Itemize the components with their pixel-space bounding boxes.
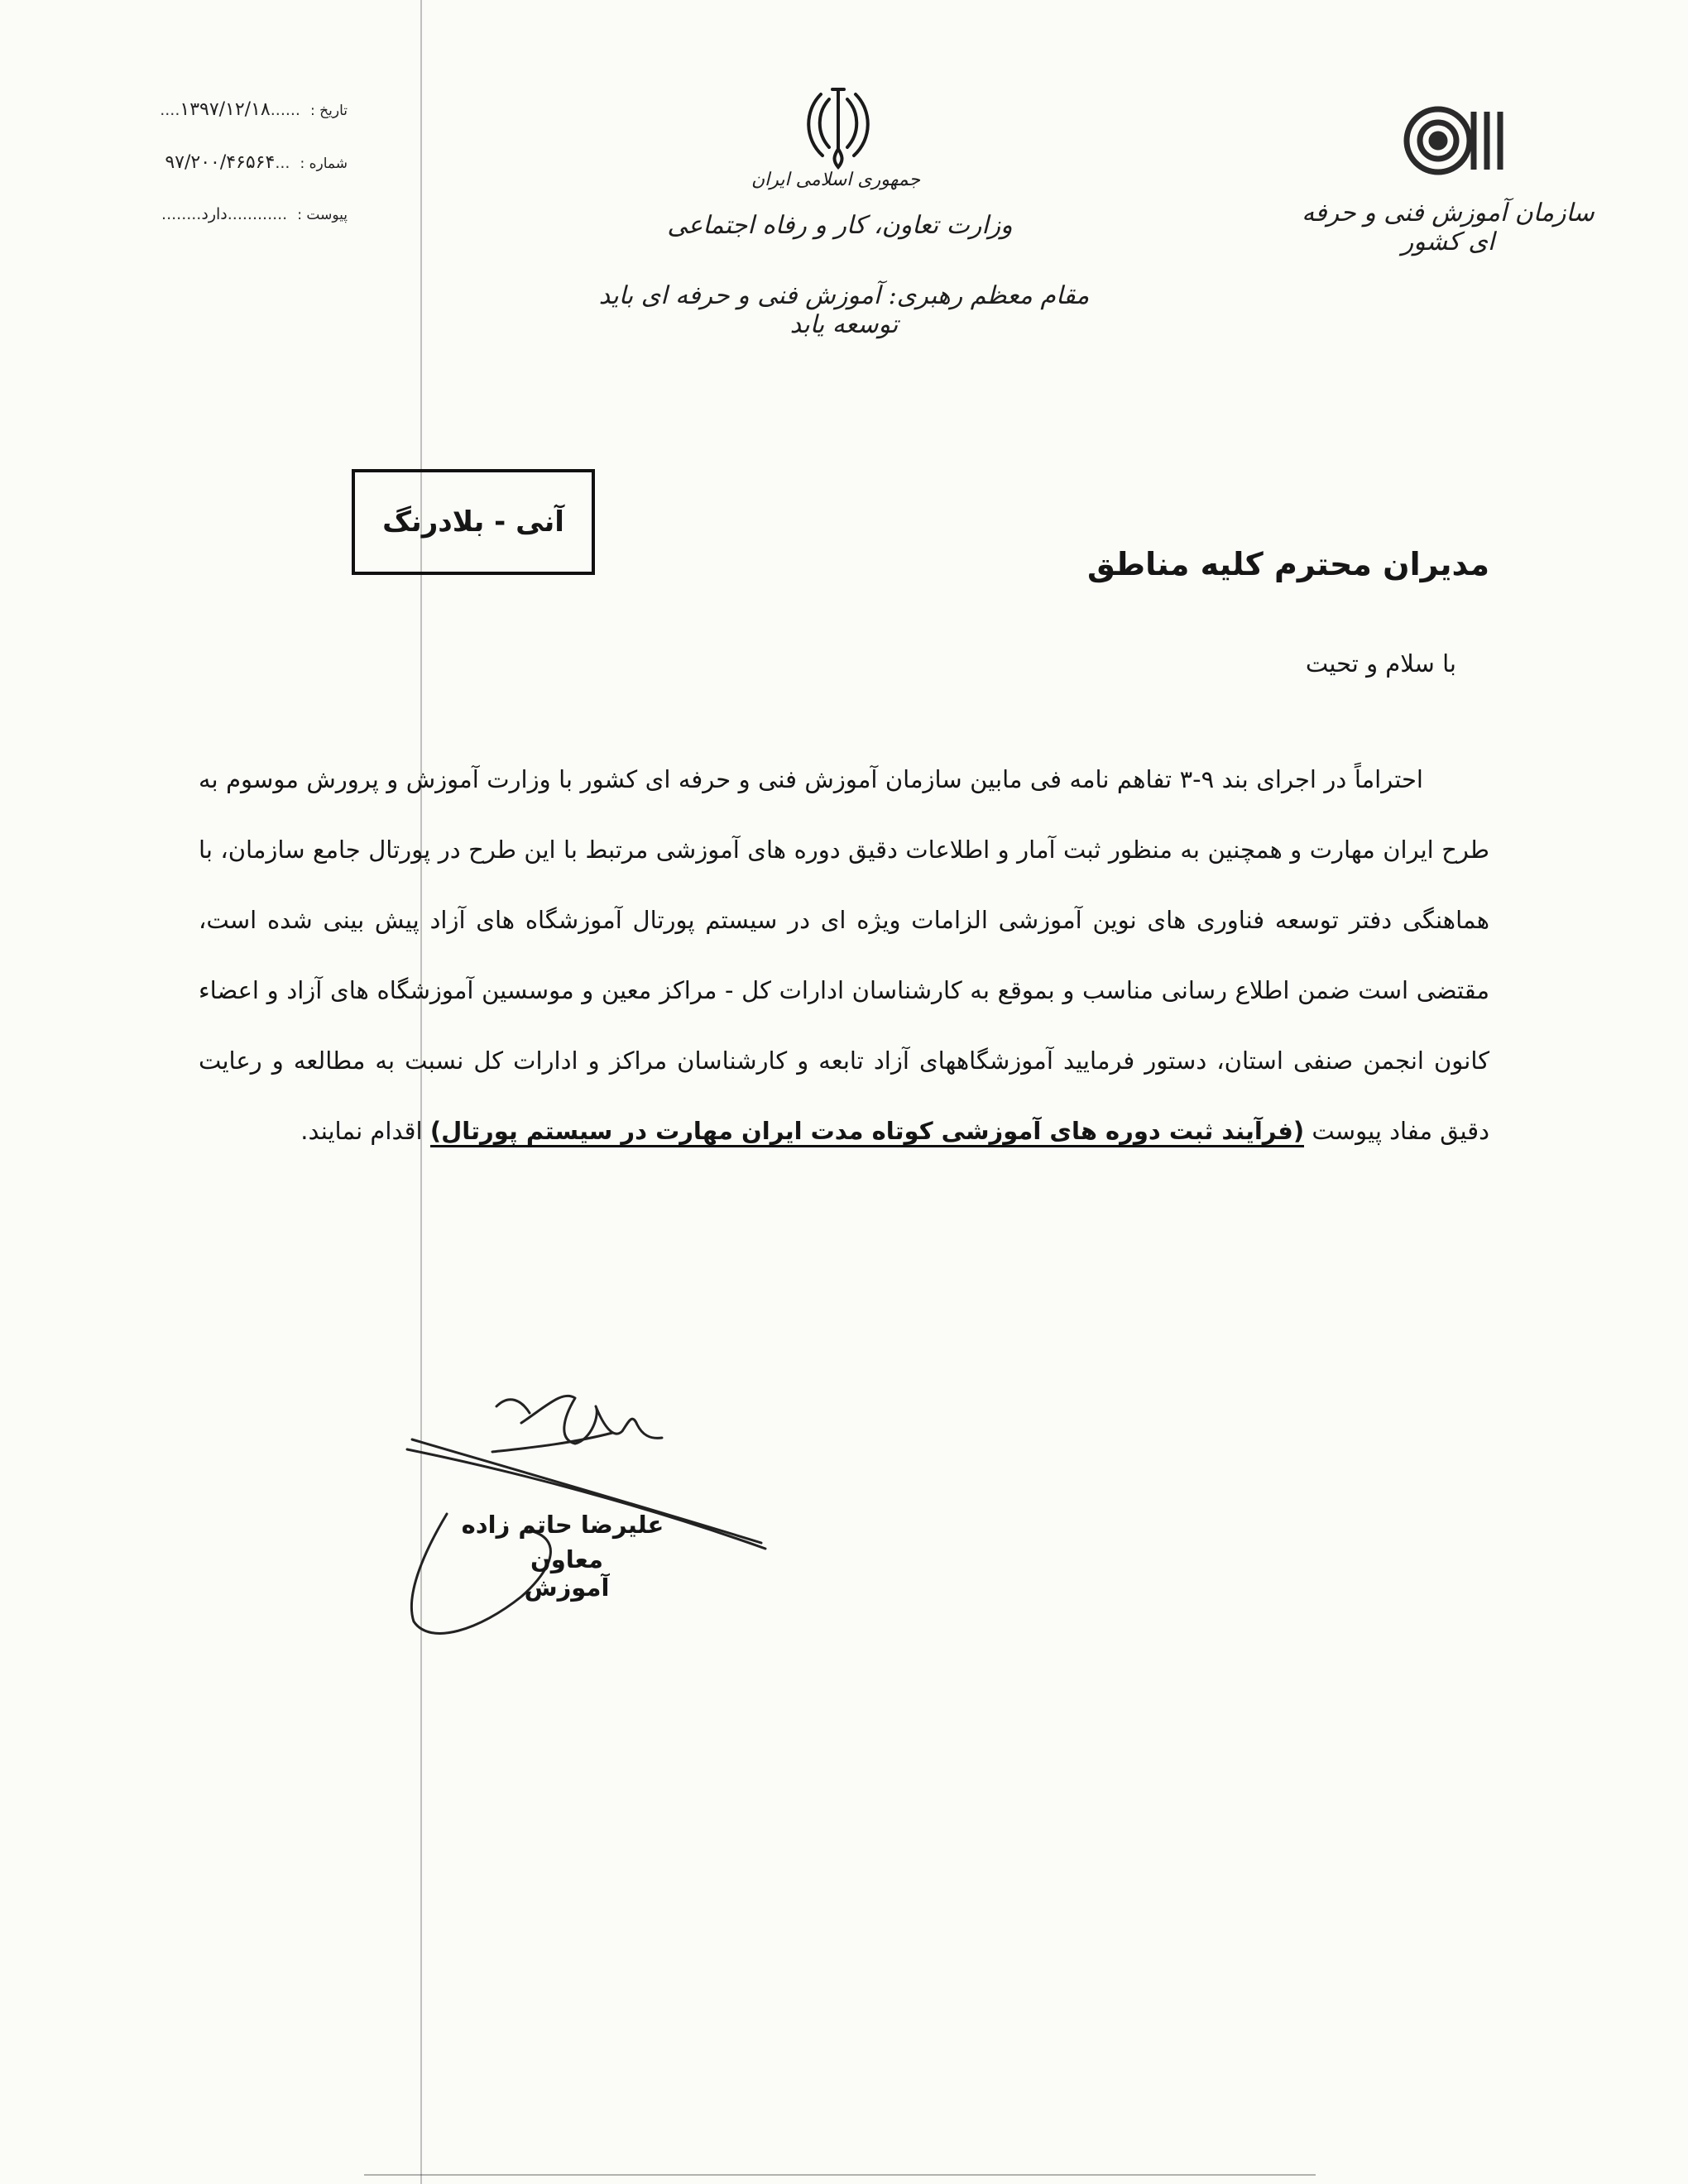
body-closing: اقدام نمایند. (300, 1117, 423, 1145)
recipient-heading: مدیران محترم کلیه مناطق (1087, 546, 1489, 582)
country-name: جمهوری اسلامی ایران (750, 170, 921, 190)
date-row: تاریخ : ......۱۳۹۷/۱۲/۱۸.... (160, 99, 348, 120)
date-value: ۱۳۹۷/۱۲/۱۸ (180, 99, 271, 120)
signatory-title: معاون آموزش (524, 1545, 610, 1602)
signatory-name: علیرضا حاتم زاده (461, 1511, 664, 1539)
number-label: شماره : (300, 156, 348, 172)
attachment-label: پیوست : (297, 207, 348, 223)
motto-text: مقام معظم رهبری: آموزش فنی و حرفه ای باید توسعه یابد (598, 281, 1090, 339)
organization-name: سازمان آموزش فنی و حرفه ای کشور (1302, 199, 1594, 256)
urgency-text: آنی - بلادرنگ (382, 505, 564, 539)
urgency-stamp (352, 469, 595, 575)
greeting-text: با سلام و تحیت (1305, 649, 1456, 678)
iran-emblem-icon (801, 83, 875, 174)
letter-body (199, 745, 1489, 1166)
organization-logo-icon (1401, 103, 1508, 178)
ministry-name: وزارت تعاون، کار و رفاه اجتماعی (667, 211, 1013, 240)
body-text: احتراماً در اجرای بند ۹-۳ تفاهم نامه فی مابین سازمان آموزش فنی و حرفه ای کشور با وزارت آموزش و پرورش موسوم به طرح ایران مهارت و همچنین به منظور ثبت آمار و اطلاعات دقیق دوره های آموزشی مرتبط با این طرح در پورتال جامع سازمان، با هماهنگی دفتر توسعه فناوری های نوین آموزشی الزامات ویژه ای در سیستم پورتال آموزشگاه های آزاد پیش بینی شده است، مقتضی است ضمن اطلاع رسانی مناسب و بموقع به کارشناسان ادارات کل - مراکز معین و موسسین آموزشگاه های آزاد و اعضاء کانون انجمن صنفی استان، دستور فرمایید آموزشگاههای آزاد تابعه و کارشناسان مراکز و ادارات کل نسبت به مطالعه و رعایت دقیق مفاد پیوست (199, 765, 1489, 1145)
date-label: تاریخ : (310, 103, 348, 119)
number-value: ۹۷/۲۰۰/۴۶۵۶۴ (165, 152, 276, 173)
number-row: شماره : ...۹۷/۲۰۰/۴۶۵۶۴ (165, 152, 348, 173)
attachment-row: پیوست : ............دارد........ (161, 205, 348, 223)
body-highlight: (فرآیند ثبت دوره های آموزشی کوتاه مدت ایران مهارت در سیستم پورتال) (430, 1117, 1304, 1147)
bottom-rule (364, 2174, 1316, 2176)
attachment-value: دارد (201, 205, 228, 223)
